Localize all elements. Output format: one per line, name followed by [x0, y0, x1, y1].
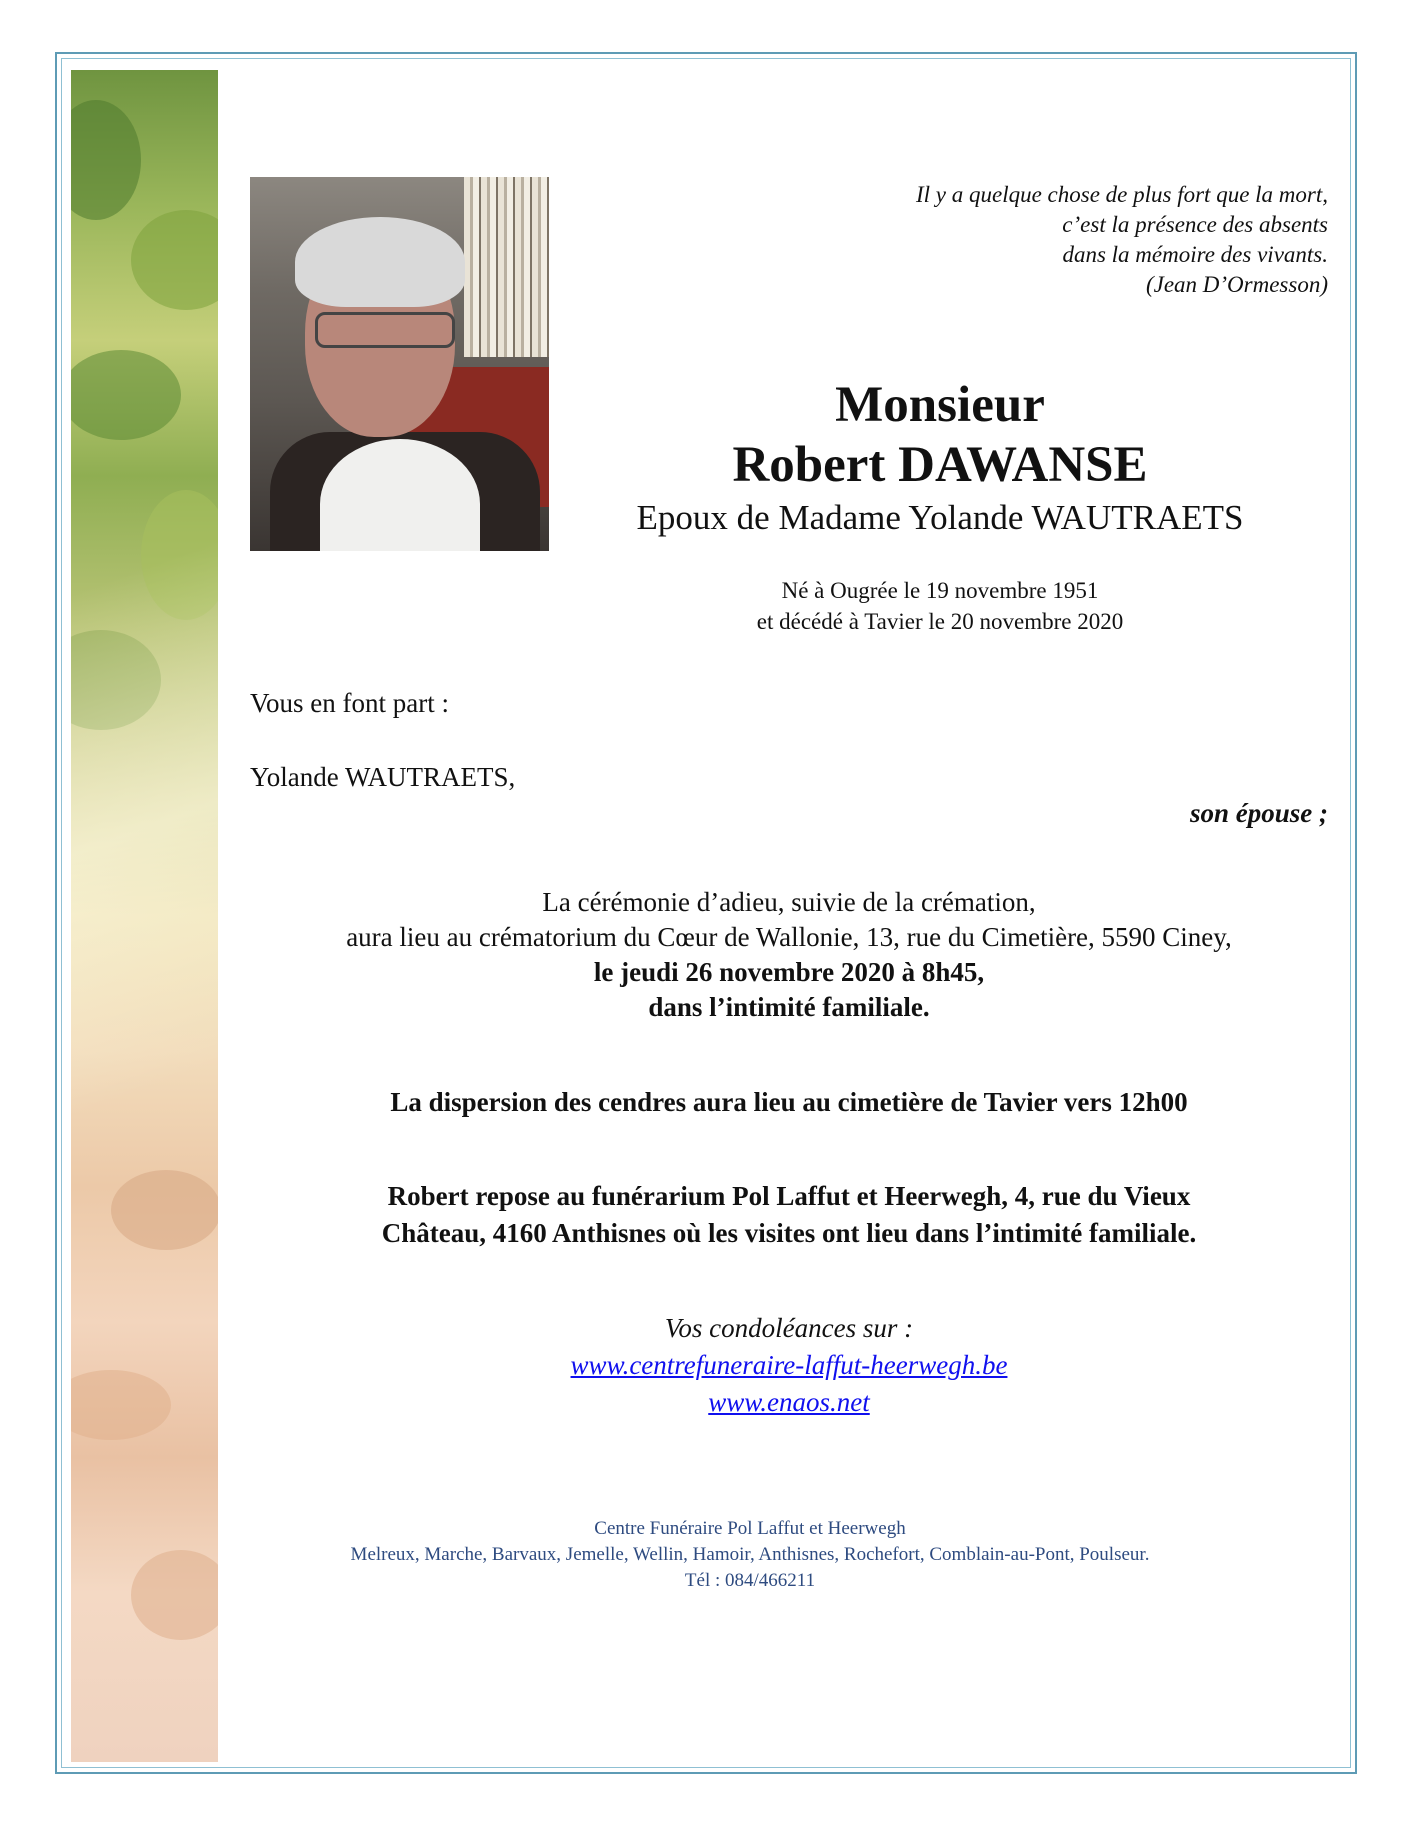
birth-line: Né à Ougrée le 19 novembre 1951	[781, 578, 1099, 603]
condolences-link-funeral-centre[interactable]: www.centrefuneraire-laffut-heerwegh.be	[570, 1350, 1008, 1380]
funeral-home-footer	[250, 1516, 1250, 1594]
announcement-intro: Vous en font part :	[250, 688, 449, 718]
ceremony-line: La cérémonie d’adieu, suivie de la crémation,	[542, 887, 1036, 917]
ceremony-location: aura lieu au crématorium du Cœur de Wallonie, 13, rue du Cimetière, 5590 Ciney,	[346, 922, 1232, 952]
condolences-label: Vos condoléances sur :	[664, 1313, 914, 1343]
memorial-quote	[728, 180, 1328, 300]
decorative-forest-strip	[71, 70, 218, 1762]
condolences-section	[250, 1310, 1328, 1421]
ceremony-date: le jeudi 26 novembre 2020 à 8h45,	[593, 957, 985, 987]
honorific: Monsieur	[835, 377, 1045, 433]
family-member-role: son épouse ;	[1189, 798, 1328, 828]
condolences-link-enaos[interactable]: www.enaos.net	[708, 1387, 870, 1417]
funerarium-line: Château, 4160 Anthisnes où les visites ont lieu dans l’intimité familiale.	[381, 1218, 1197, 1248]
family-member-name: Yolande WAUTRAETS,	[250, 762, 516, 792]
quote-line: Il y a quelque chose de plus fort que la mort,	[915, 182, 1328, 207]
deceased-name: Robert DAWANSE	[732, 437, 1148, 493]
quote-line: c’est la présence des absents	[1062, 212, 1328, 237]
birth-death-dates	[570, 575, 1310, 637]
footer-company: Centre Funéraire Pol Laffut et Heerwegh	[594, 1518, 906, 1539]
footer-phone: Tél : 084/466211	[684, 1570, 816, 1591]
ash-dispersion-info: La dispersion des cendres aura lieu au cimetière de Tavier vers 12h00	[390, 1087, 1188, 1117]
spouse-line: Epoux de Madame Yolande WAUTRAETS	[636, 498, 1244, 537]
quote-author: (Jean D’Ormesson)	[1145, 272, 1328, 297]
deceased-header	[570, 375, 1310, 541]
death-line: et décédé à Tavier le 20 novembre 2020	[756, 609, 1124, 634]
ceremony-note: dans l’intimité familiale.	[648, 992, 930, 1022]
portrait-photo	[250, 177, 549, 551]
footer-locations: Melreux, Marche, Barvaux, Jemelle, Wellin, Hamoir, Anthisnes, Rochefort, Comblain-au-Pont, Poulseur.	[350, 1544, 1150, 1565]
ceremony-details	[250, 885, 1328, 1025]
quote-line: dans la mémoire des vivants.	[1062, 242, 1328, 267]
funerarium-info	[250, 1178, 1328, 1252]
funerarium-line: Robert repose au funérarium Pol Laffut et Heerwegh, 4, rue du Vieux	[387, 1181, 1191, 1211]
